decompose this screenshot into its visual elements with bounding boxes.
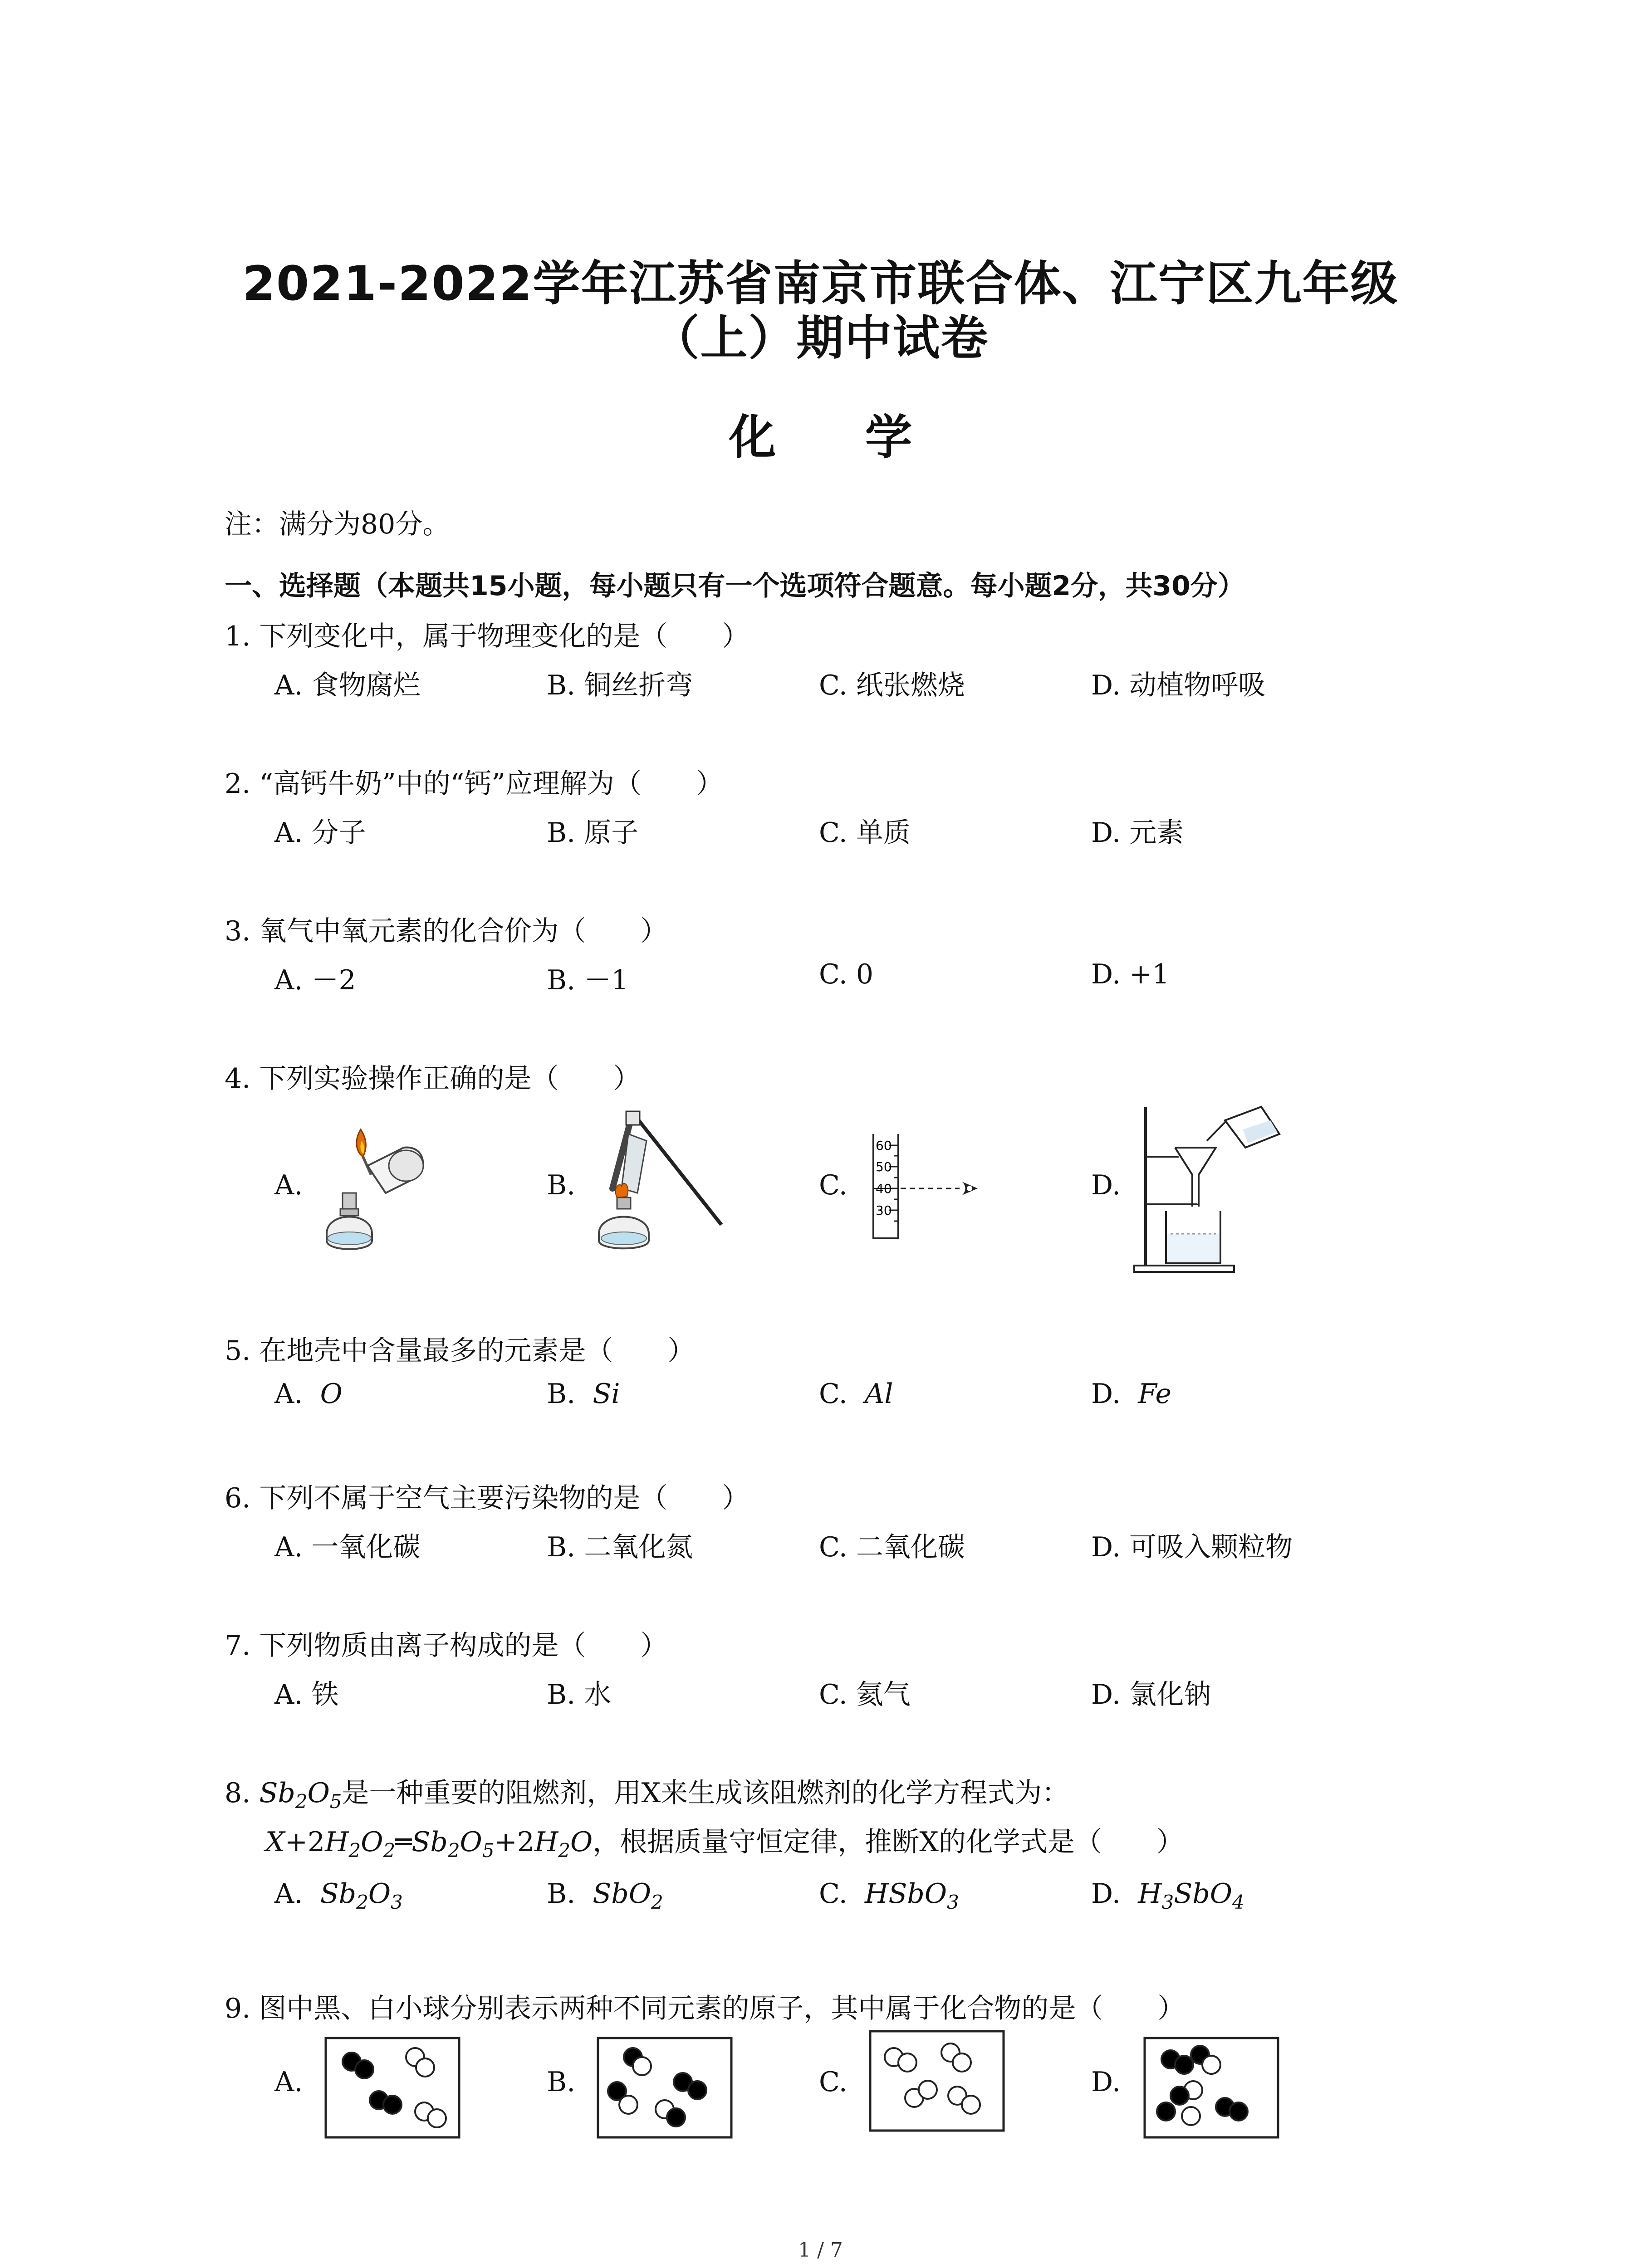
question-3-stem: 3. 氧气中氧元素的化合价为（ ） <box>225 915 668 947</box>
question-8-stem-line1: 8. $Sb_2O_5$是一种重要的阻燃剂，用X来生成该阻燃剂的化学方程式为： <box>225 1777 1069 1813</box>
score-note: 注：满分为80分。 <box>225 508 450 540</box>
question-5-option-c: C. Al <box>819 1378 893 1410</box>
question-8-option-c: C. HSbO$_3$ <box>819 1878 959 1913</box>
filtration-apparatus-image <box>1125 1102 1298 1275</box>
molecule-diagram-d <box>1143 2037 1279 2139</box>
question-5-option-a: A. O <box>274 1378 343 1410</box>
question-4-option-d-label: D. <box>1091 1169 1121 1201</box>
question-5-option-b: B. Si <box>547 1378 620 1410</box>
question-2-option-c: C. 单质 <box>819 817 911 849</box>
question-4-option-c-label: C. <box>819 1169 847 1201</box>
question-6-option-c: C. 二氧化碳 <box>819 1531 965 1563</box>
question-9-option-b-label: B. <box>547 2066 576 2098</box>
question-3-option-c: C. 0 <box>819 958 874 990</box>
section-heading: 一、选择题（本题共15小题，每小题只有一个选项符合题意。每小题2分，共30分） <box>225 570 1245 602</box>
question-5-option-d: D. Fe <box>1091 1378 1172 1410</box>
question-9-option-d-label: D. <box>1091 2066 1121 2098</box>
question-7-option-d: D. 氯化钠 <box>1091 1679 1211 1711</box>
question-7-option-b: B. 水 <box>547 1679 612 1711</box>
cylinder-tick-label: 50 <box>876 1159 892 1174</box>
question-1-option-d: D. 动植物呼吸 <box>1091 670 1266 701</box>
molecule-diagram-a <box>324 2037 460 2139</box>
question-8-option-a: A. $Sb_2O_3$ <box>274 1878 403 1913</box>
exam-title-line2: （上）期中试卷 <box>652 310 989 366</box>
question-3-option-d: D. +1 <box>1091 958 1170 990</box>
question-6-option-b: B. 二氧化氮 <box>547 1531 693 1563</box>
question-5-stem: 5. 在地壳中含量最多的元素是（ ） <box>225 1335 695 1367</box>
molecule-diagram-b <box>597 2037 733 2139</box>
cylinder-tick-label: 40 <box>876 1181 892 1196</box>
question-4-option-a-label: A. <box>274 1169 303 1201</box>
question-6-stem: 6. 下列不属于空气主要污染物的是（ ） <box>225 1482 749 1514</box>
alcohol-lamp-lighting-image <box>318 1120 436 1256</box>
question-3-option-b: B. －1 <box>547 964 629 996</box>
exam-title-line1: 2021-2022学年江苏省南京市联合体、江宁区九年级 <box>242 256 1399 311</box>
question-7-option-c: C. 氦气 <box>819 1679 911 1711</box>
question-9-option-a-label: A. <box>274 2066 303 2098</box>
question-7-stem: 7. 下列物质由离子构成的是（ ） <box>225 1630 668 1662</box>
test-tube-heating-image <box>585 1107 740 1256</box>
question-1-option-c: C. 纸张燃烧 <box>819 670 965 701</box>
question-1-option-b: B. 铜丝折弯 <box>547 670 693 701</box>
page-number: 1 / 7 <box>798 2239 843 2262</box>
cylinder-tick-label: 60 <box>876 1138 892 1153</box>
graduated-cylinder-reading-image <box>864 1129 1000 1243</box>
question-2-stem: 2. “高钙牛奶”中的“钙”应理解为（ ） <box>225 768 724 800</box>
question-4-option-b-label: B. <box>547 1169 576 1201</box>
question-6-option-d: D. 可吸入颗粒物 <box>1091 1531 1293 1563</box>
question-8-option-b: B. SbO$_2$ <box>547 1878 663 1913</box>
question-2-option-b: B. 原子 <box>547 817 639 849</box>
subject-title: 化 学 <box>729 410 949 465</box>
question-3-option-a: A. －2 <box>274 964 356 996</box>
question-1-option-a: A. 食物腐烂 <box>274 670 421 701</box>
question-2-option-d: D. 元素 <box>1091 817 1184 849</box>
question-4-stem: 4. 下列实验操作正确的是（ ） <box>225 1063 641 1095</box>
question-9-stem: 9. 图中黑、白小球分别表示两种不同元素的原子，其中属于化合物的是（ ） <box>225 1993 1185 2024</box>
question-9-option-c-label: C. <box>819 2066 847 2098</box>
question-8-option-d: D. $H_3SbO_4$ <box>1091 1878 1244 1913</box>
cylinder-tick-label: 30 <box>876 1203 892 1218</box>
question-6-option-a: A. 一氧化碳 <box>274 1531 421 1563</box>
question-1-stem: 1. 下列变化中，属于物理变化的是（ ） <box>225 621 749 652</box>
question-7-option-a: A. 铁 <box>274 1679 339 1711</box>
question-2-option-a: A. 分子 <box>274 817 366 849</box>
molecule-diagram-c <box>869 2030 1005 2132</box>
question-8-stem-line2: $X+2H_2O_2═Sb_2O_5+2H_2O$，根据质量守恒定律，推断X的化学式是（ ） <box>265 1826 1184 1862</box>
